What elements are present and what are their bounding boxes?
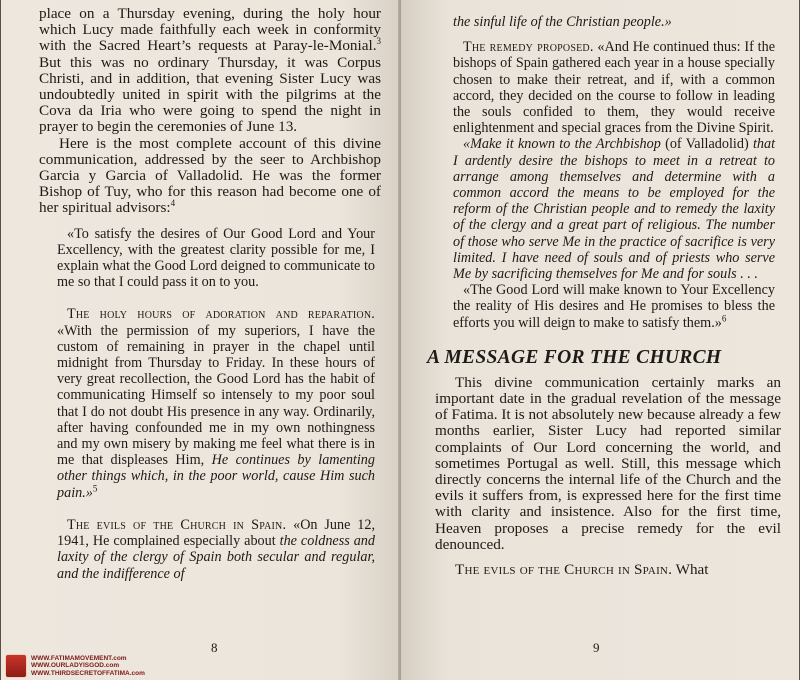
left-page	[1, 0, 399, 680]
watermark-line: WWW.FATIMAMOVEMENT.com	[31, 655, 127, 663]
quote-holy-hours	[57, 306, 375, 500]
text-run: Here is the most complete account of this divine communication, addressed by the seer to Archbishop Garcia y Garcia of Valladolid. He was the former Bishop of Tuy, who for this reason had become one of her spiritual advisors:	[39, 134, 381, 217]
italic-run: He continues by lamenting other things which, in the poor world, cause Him such pain.»	[57, 452, 375, 501]
text-run: «And He continued thus: If the bishops of Spain gathered each year in a house specially chosen to make their retreat, and if, with a common accord, they decided on the course to follow in leading the souls confided to them, they would receive enlightenment and special graces from the Divine Spirit.	[453, 39, 776, 137]
watermark-line: WWW.THIRDSECRETOFFATIMA.com	[31, 669, 145, 677]
text-run: «On June 12, 1941, He complained especially about	[57, 516, 375, 550]
footnote-marker: 3	[376, 36, 381, 47]
right-body-paragraph: This divine communication certainly marks an important date in the gradual revelation of the message of Fatima. It is not absolutely new because already a few months earlier, Sister Lucy had reported similar complaints of Our Lord concerning the world, and sometimes Portugal as well. Still, this message which directly concerns the internal life of the Church and the evils it suffers from, is expressed here for the first time with clarity and insistence. Also for the first time, Heaven proposes a precise remedy for the evil denounced.	[435, 373, 781, 553]
left-paragraph-2	[39, 136, 381, 217]
italic-run: «Make it known to the Archbishop	[463, 136, 661, 153]
section-caps: The holy hours of adoration and reparation.	[67, 306, 375, 323]
quote-remedy	[453, 39, 775, 136]
quote-archbishop	[453, 136, 775, 282]
text-run: (of Valladolid)	[665, 136, 749, 153]
spacer	[39, 217, 381, 226]
watermark-line: WWW.OURLADYISGOD.com	[31, 662, 120, 670]
footnote-marker: 6	[721, 312, 727, 323]
section-caps: The evils of the Church in Spain.	[455, 561, 673, 579]
quote-evils	[57, 517, 375, 582]
quote-intro: «To satisfy the desires of Our Good Lord and Your Excellency, with the greatest clarity possible for me, I explain what the Good Lord deigned to communicate to me so that I could pass it on to you.	[57, 225, 375, 291]
text-run: «With the permission of my superiors, I have the custom of remaining in prayer in the chapel until midnight from Thursday to Friday. In these hours of very great recollection, the Good Lord has the habit of communicating Himself so intensely to my poor soul that I do not doubt His presence in any way. Ordinarily, after having confounded me in my own nothingness and my own misery by making me feel what there is in me that displeases Him,	[57, 322, 375, 469]
section-heading: A MESSAGE FOR THE CHURCH	[427, 346, 722, 368]
footnote-marker: 4	[170, 198, 176, 209]
right-last-line	[435, 562, 781, 578]
left-paragraph-1	[39, 6, 381, 136]
text-run: «The Good Lord will make known to Your Excellency the reality of His desires and He promises to bless the efforts you will deign to make to satisfy them.»	[453, 282, 775, 331]
spacer	[435, 30, 781, 39]
spacer	[39, 290, 381, 306]
page-number-left: 8	[211, 640, 218, 655]
section-caps: The evils of the Church in Spain.	[67, 516, 287, 533]
watermark-text	[31, 655, 145, 677]
quote-continuation	[453, 14, 775, 30]
right-page	[401, 0, 799, 680]
italic-run: the coldness and laxity of the clergy of Spain both secular and regular, and the indifference of	[57, 533, 375, 582]
text-run: place on a Thursday evening, during the holy hour which Lucy made faithfully each week in conformity with the Sacred Heart’s requests at Paray-le-Monial.	[39, 5, 381, 55]
spacer	[39, 501, 381, 517]
seal-icon	[5, 654, 27, 678]
text-run: But this was no ordinary Thursday, it was Corpus Christi, and in addition, that evening Sister Lucy was undoubtedly united in spirit with the pilgrims at the Cova da Iria who were going to spend the night in prayer to begin the ceremonies of June 13.	[39, 53, 381, 136]
italic-run: the sinful life of the Christian people.»	[453, 14, 672, 30]
text-run: What	[675, 561, 709, 579]
page-number-right: 9	[593, 640, 600, 655]
watermark	[5, 654, 145, 678]
italic-run: that I ardently desire the bishops to meet in a retreat to arrange among themselves and determine with a common accord the means to be employed for the reform of the Christian people and to remedy the laxity of the clergy and a great part of religious. The number of those who serve Me in the practice of sacrifice is very limited. I have need of souls and of priests who serve Me by sacrificing themselves for Me and for souls . . .	[453, 136, 776, 283]
footnote-marker: 5	[92, 482, 98, 493]
section-caps: The remedy proposed.	[463, 39, 594, 56]
quote-promise	[453, 282, 775, 331]
